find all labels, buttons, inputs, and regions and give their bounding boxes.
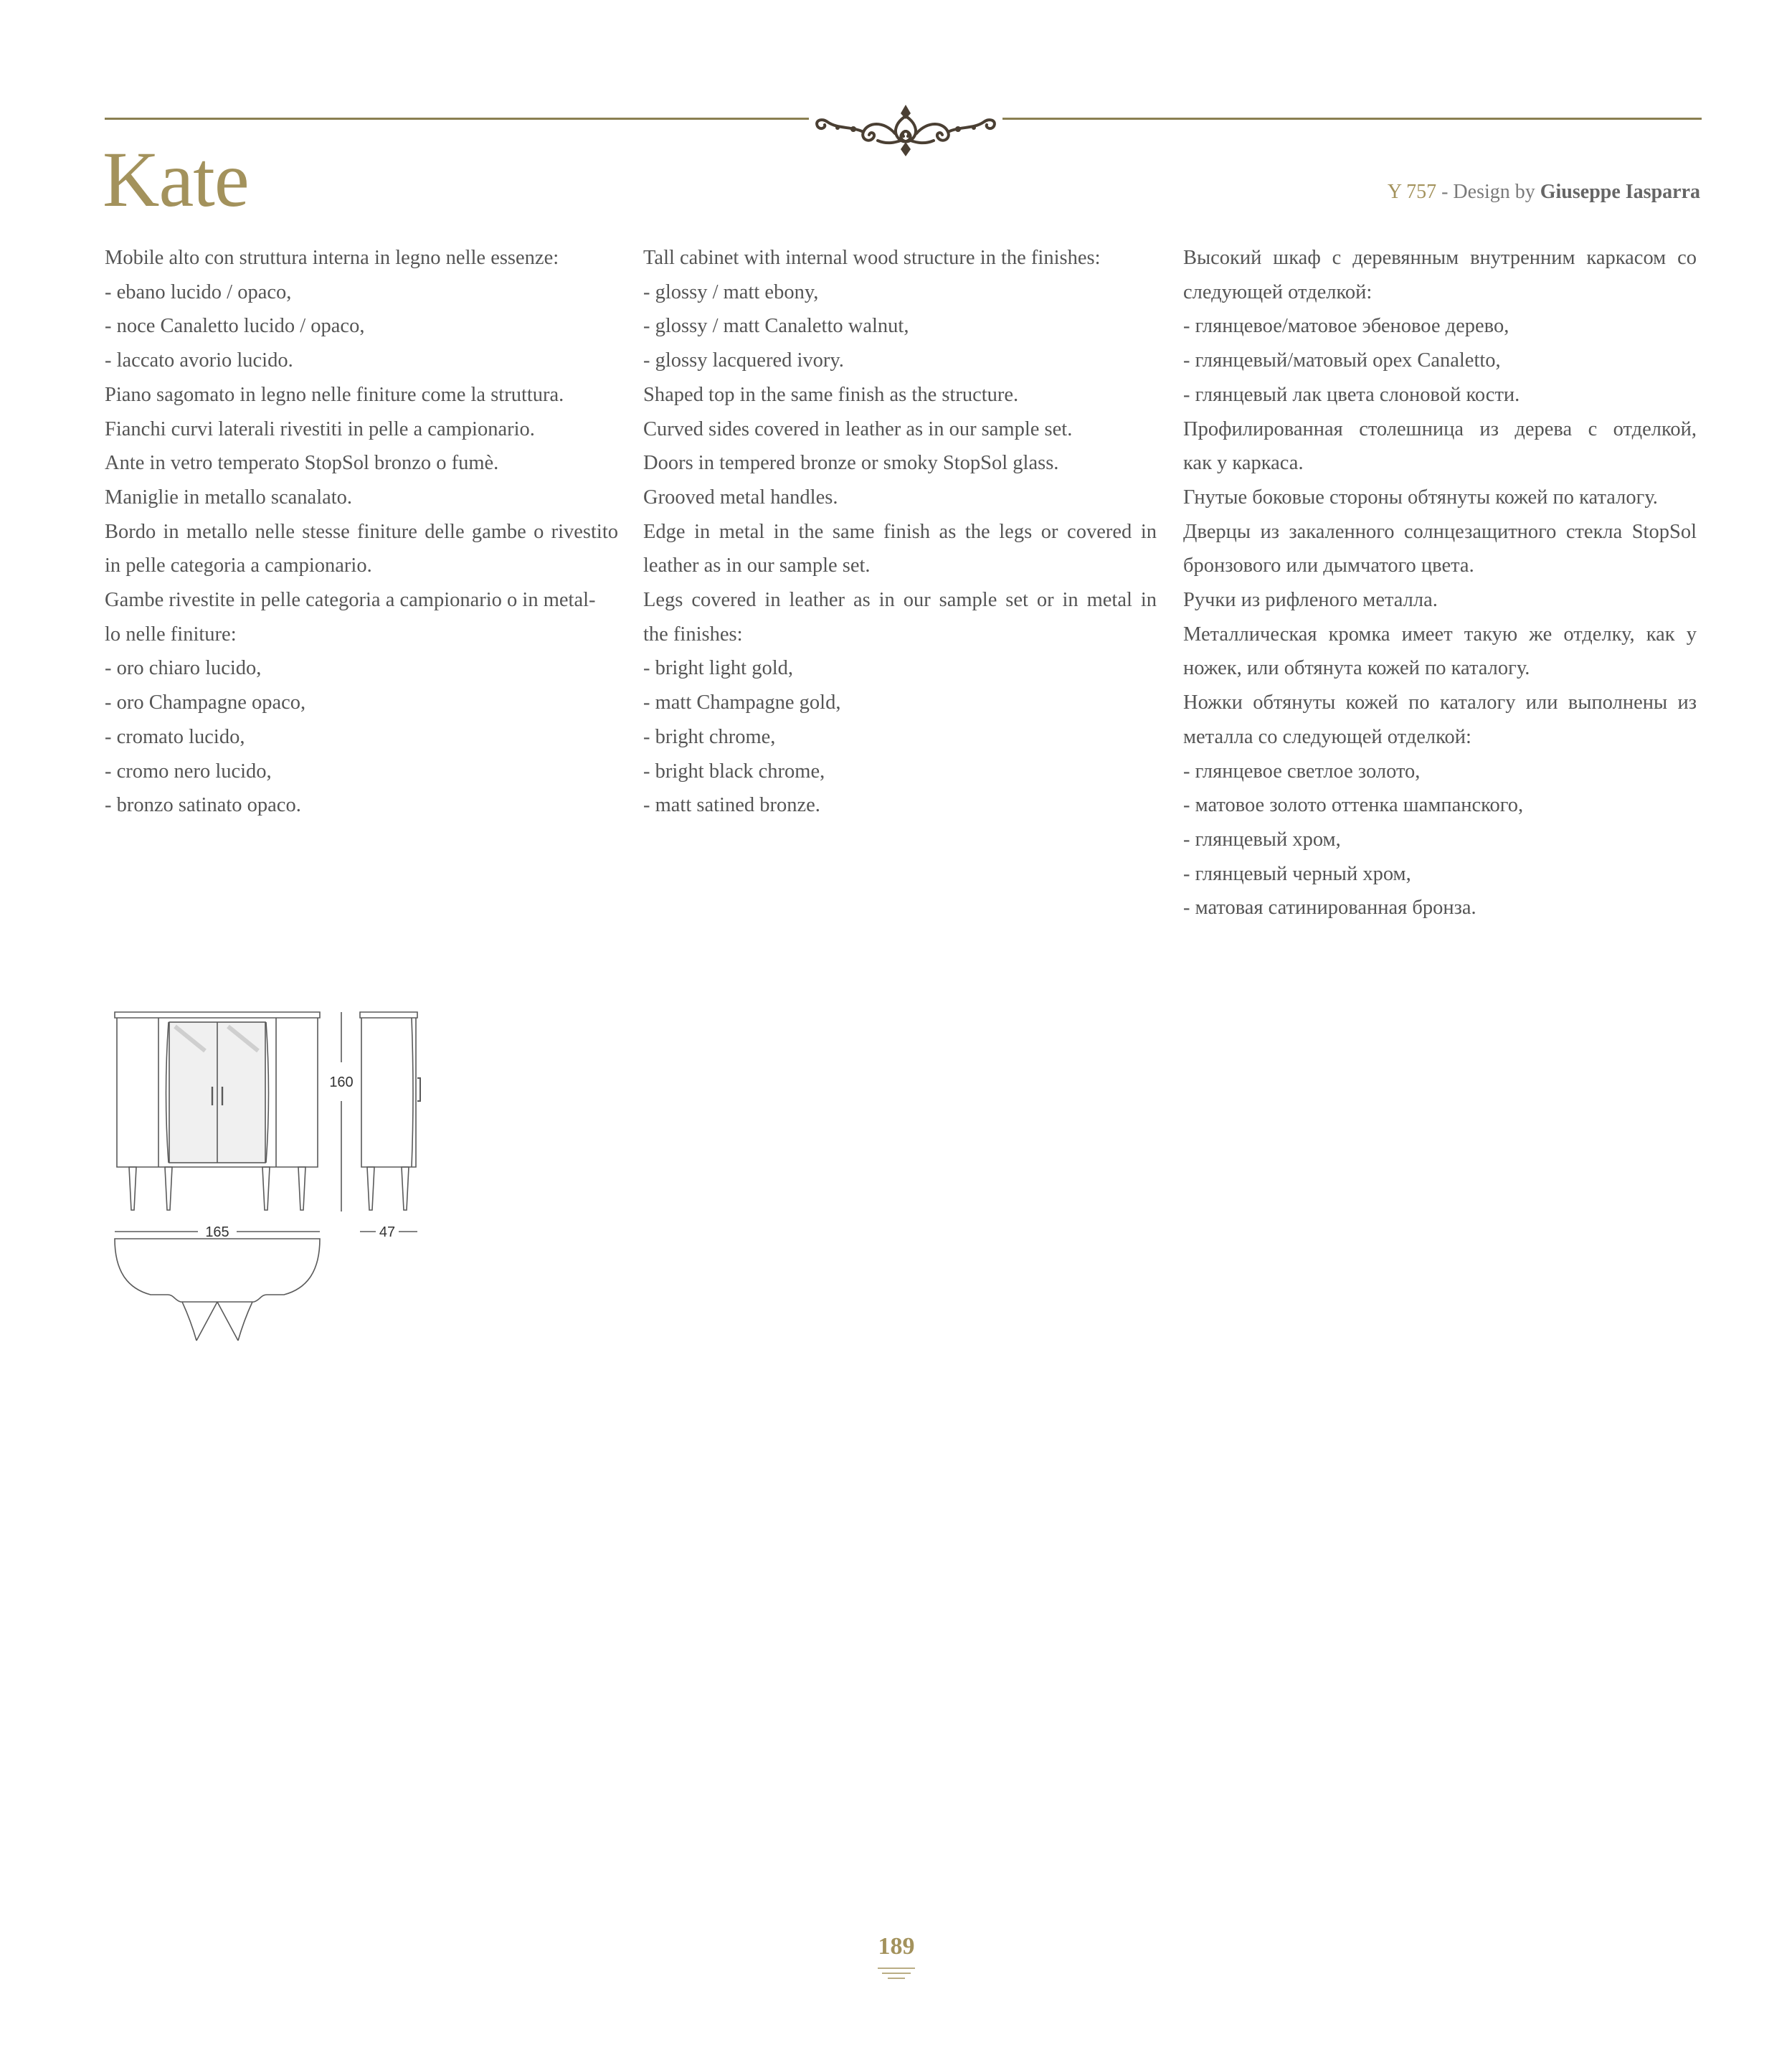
description-line: - matt Champagne gold,: [643, 691, 841, 714]
cabinet-technical-drawing: [105, 1001, 427, 1359]
description-english: [643, 241, 1157, 823]
header-rule-right: [1002, 118, 1702, 120]
product-code: Y 757: [1387, 181, 1437, 203]
description-line: - laccato avorio lucido.: [105, 349, 293, 372]
description-line: - ebano lucido / opaco,: [105, 280, 292, 303]
description-line: - матовая сатинированная бронза.: [1183, 897, 1476, 920]
description-line: Mobile alto con struttura interna in legno nelle essenze:: [105, 247, 559, 269]
description-line: Дверцы из закаленного солнцезащитного стекла StopSol: [1183, 520, 1697, 543]
description-line: - глянцевое светлое золото,: [1183, 760, 1421, 783]
description-line: Высокий шкаф с деревянным внутренним каркасом со: [1183, 247, 1697, 269]
description-russian: [1183, 241, 1697, 925]
description-line: - глянцевый/матовый орех Canaletto,: [1183, 349, 1501, 372]
description-line: Металлическая кромка имеет такую же отделку, как у: [1183, 623, 1697, 646]
byline-separator: - Design by: [1436, 181, 1540, 203]
description-line: Shaped top in the same finish as the structure.: [643, 383, 1019, 406]
height-dimension-label: 160: [329, 1074, 354, 1090]
description-line: - глянцевое/матовое эбеновое дерево,: [1183, 315, 1509, 338]
description-line: - bright chrome,: [643, 725, 776, 748]
description-line: in pelle categoria a campionario.: [105, 554, 372, 577]
width-dimension-label: 165: [205, 1224, 229, 1240]
description-line: - glossy / matt Canaletto walnut,: [643, 315, 909, 338]
description-line: - noce Canaletto lucido / opaco,: [105, 315, 365, 338]
description-line: - cromo nero lucido,: [105, 760, 272, 783]
description-line: следующей отделкой:: [1183, 280, 1373, 303]
description-line: - glossy / matt ebony,: [643, 280, 819, 303]
description-line: Legs covered in leather as in our sample set or in metal in: [643, 589, 1157, 612]
description-line: - матовое золото оттенка шампанского,: [1183, 794, 1524, 817]
description-line: Grooved metal handles.: [643, 486, 838, 509]
scroll-ornament-icon: [809, 100, 1002, 161]
description-line: Ante in vetro temperato StopSol bronzo o fumè.: [105, 452, 499, 475]
description-line: бронзового или дымчатого цвета.: [1183, 554, 1474, 577]
description-line: - bright light gold,: [643, 657, 793, 680]
product-title: Kate: [103, 136, 249, 223]
description-line: ножек, или обтянута кожей по каталогу.: [1183, 657, 1530, 680]
description-line: - glossy lacquered ivory.: [643, 349, 844, 372]
description-line: Curved sides covered in leather as in our sample set.: [643, 417, 1073, 440]
description-line: Maniglie in metallo scanalato.: [105, 486, 353, 509]
depth-dimension-label: 47: [379, 1224, 396, 1240]
description-line: - matt satined bronze.: [643, 794, 820, 817]
side-view-body: [360, 1012, 417, 1167]
description-line: the finishes:: [643, 623, 743, 646]
description-line: Гнутые боковые стороны обтянуты кожей по каталогу.: [1183, 486, 1658, 509]
description-line: Bordo in metallo nelle stesse finiture delle gambe o rivestito: [105, 520, 618, 543]
designer-name: Giuseppe Iasparra: [1540, 181, 1700, 203]
description-line: Профилированная столешница из дерева с отделкой,: [1183, 417, 1697, 440]
description-line: - bronzo satinato opaco.: [105, 794, 301, 817]
description-line: Ручки из рифленого металла.: [1183, 589, 1438, 612]
description-line: Ножки обтянуты кожей по каталогу или выполнены из: [1183, 691, 1697, 714]
description-line: Fianchi curvi laterali rivestiti in pelle a campionario.: [105, 417, 535, 440]
description-line: Piano sagomato in legno nelle finiture come la struttura.: [105, 383, 564, 406]
header-rule-left: [105, 118, 809, 120]
description-line: Tall cabinet with internal wood structure in the finishes:: [643, 247, 1101, 269]
description-line: - oro chiaro lucido,: [105, 657, 262, 680]
designer-byline: [1388, 178, 1700, 207]
page-number-decoration-icon: [878, 1965, 915, 1981]
description-line: - глянцевый хром,: [1183, 828, 1341, 851]
description-line: - oro Champagne opaco,: [105, 691, 306, 714]
description-line: как у каркаса.: [1183, 452, 1304, 475]
page-number: 189: [878, 1933, 915, 1960]
description-line: Edge in metal in the same finish as the legs or covered in: [643, 520, 1157, 543]
plan-view: [115, 1239, 320, 1302]
description-line: lo nelle finiture:: [105, 623, 237, 646]
description-line: - глянцевый черный хром,: [1183, 862, 1411, 885]
description-line: Doors in tempered bronze or smoky StopSol glass.: [643, 452, 1059, 475]
description-italian: [105, 241, 618, 823]
description-line: - bright black chrome,: [643, 760, 825, 783]
description-line: Gambe rivestite in pelle categoria a campionario o in metal-: [105, 589, 596, 612]
description-line: leather as in our sample set.: [643, 554, 871, 577]
description-line: - глянцевый лак цвета слоновой кости.: [1183, 383, 1520, 406]
description-line: металла со следующей отделкой:: [1183, 725, 1471, 748]
front-view-top: [115, 1012, 320, 1018]
description-line: - cromato lucido,: [105, 725, 245, 748]
